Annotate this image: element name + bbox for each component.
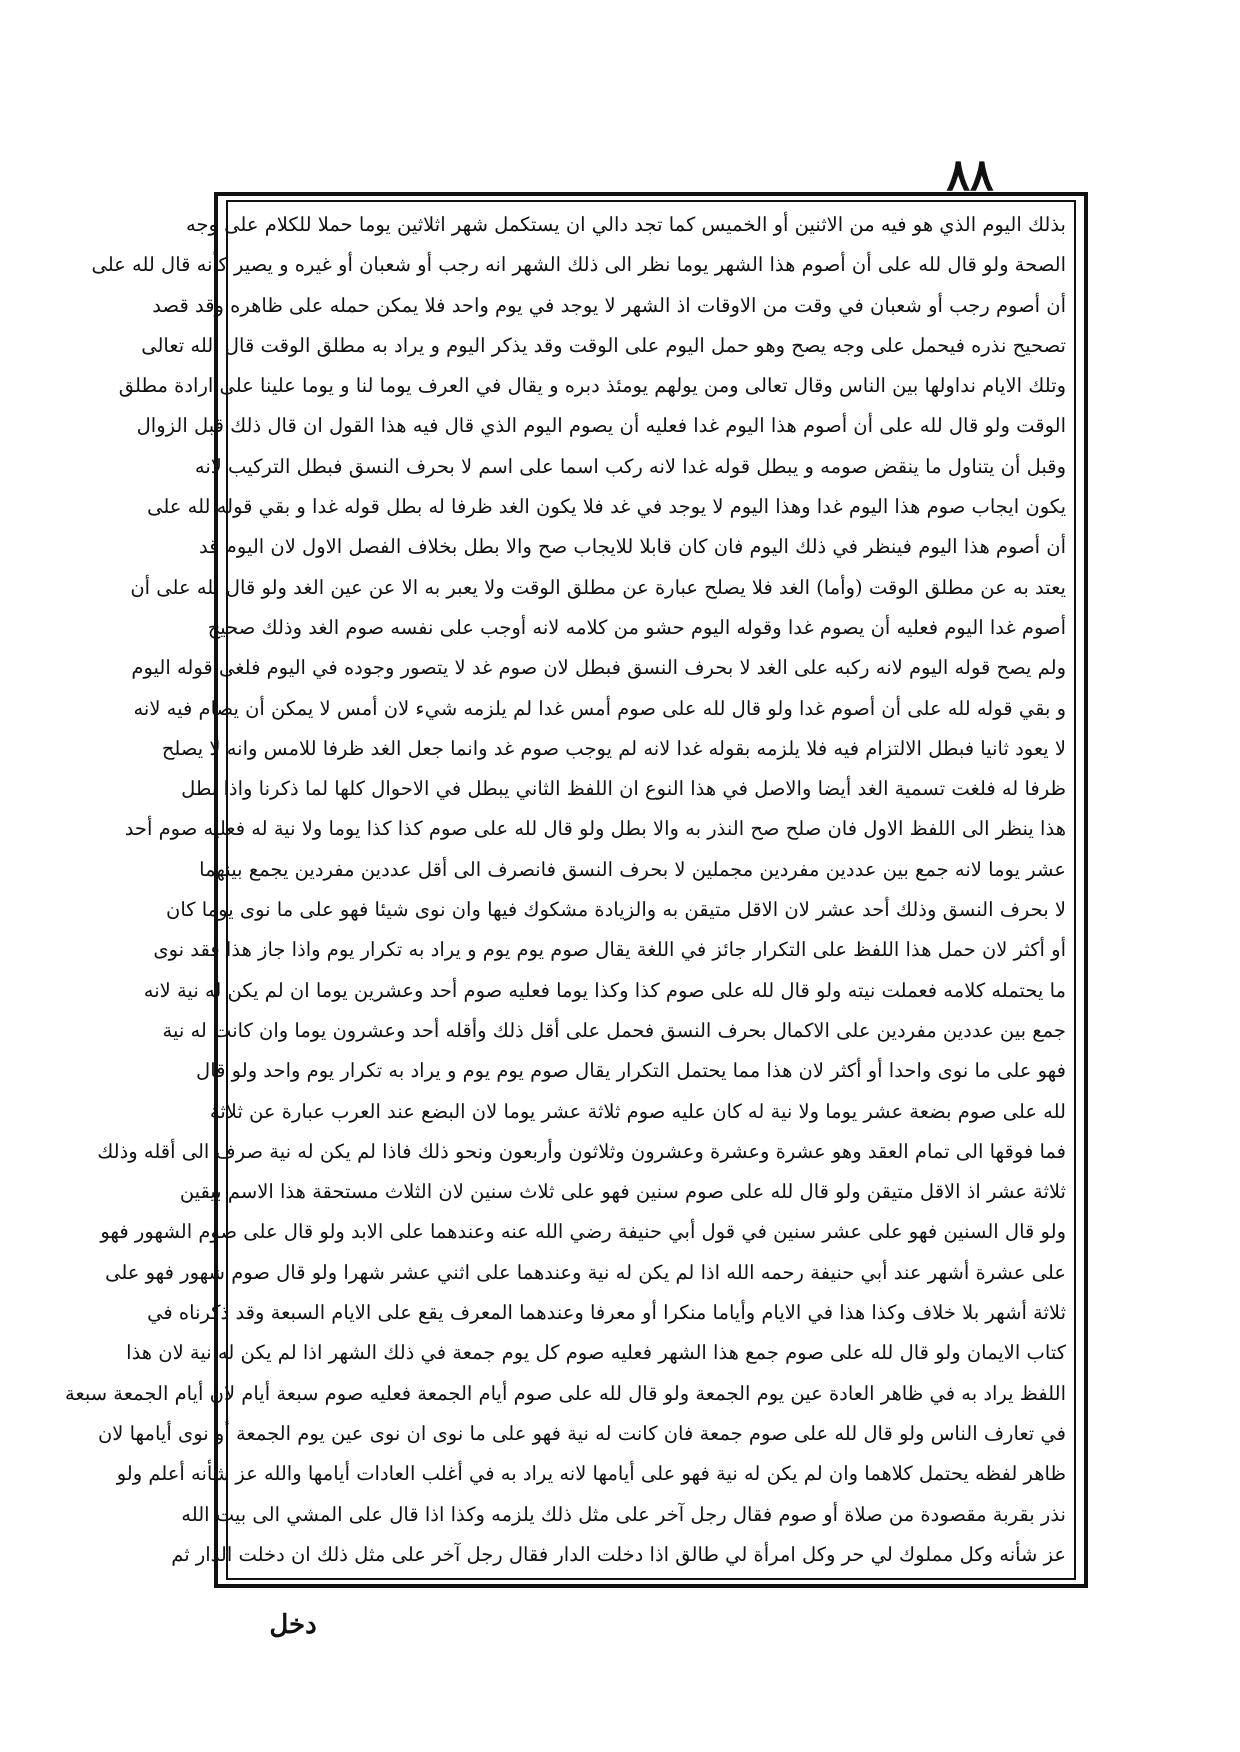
catchword: دخل (269, 1610, 317, 1640)
text-line: تصحيح نذره فيحمل على وجه يصح وهو حمل اليوم على الوقت وقد يذكر اليوم و يراد به مطلق الوقت قال الله تعالى (141, 333, 1066, 357)
text-line: ظرفا له فلغت تسمية الغد أيضا والاصل في هذا النوع ان اللفظ الثاني يبطل في الاحوال كلها لما ذكرنا واذا بطل (181, 777, 1066, 801)
text-line: لا يعود ثانيا فبطل الالتزام فيه فلا يلزمه بقوله غدا لانه لم يوجب صوم غد وانما جعل الغد ظرفا للامس وانه لا يصلح (161, 736, 1066, 760)
text-line: عشر يوما لانه جمع بين عددين مفردين مجملين لا بحرف النسق فانصرف الى أقل عددين مفردين يجمع بينهما (199, 857, 1066, 881)
text-line: جمع بين عددين مفردين على الاكمال بحرف النسق فحمل على أقل ذلك وأقله أحد وعشرون يوما وان كانت له نية (162, 1018, 1066, 1042)
main-text-block (65, 205, 1066, 1575)
text-line: ولو قال السنين فهو على عشر سنين في قول أبي حنيفة رضي الله عنه وعندهما على الابد ولو قال على صوم الشهور فهو (100, 1220, 1066, 1244)
text-line: ولم يصح قوله اليوم لانه ركبه على الغد لا بحرف النسق فبطل لان صوم غد لا يتصور وجوده في اليوم فلغى قوله اليوم (131, 656, 1066, 680)
text-line: عز شأنه وكل مملوك لي حر وكل امرأة لي طالق اذا دخلت الدار فقال رجل آخر على مثل ذلك ان دخلت الدار ثم (171, 1542, 1066, 1566)
text-line: أصوم غدا اليوم فعليه أن يصوم غدا وقوله اليوم حشو من كلامه لانه أوجب على نفسه صوم الغد وذلك صحيح (207, 615, 1066, 639)
text-line: و بقي قوله لله على أن أصوم غدا ولو قال لله على صوم أمس غدا لم يلزمه شيء لان أمس لا يمكن أن يصام فيه لانه (133, 696, 1066, 720)
text-line: فهو على ما نوى واحدا أو أكثر لان هذا مما يحتمل التكرار يقال صوم يوم يوم و يراد به تكرار يوم واحد ولو قال (196, 1059, 1066, 1083)
text-line: وتلك الايام نداولها بين الناس وقال تعالى ومن يولهم يومئذ دبره و يقال في العرف يوما لنا و يوما علينا على ارادة مطلق (118, 374, 1066, 398)
text-line: أن أصوم هذا اليوم فينظر في ذلك اليوم فان كان قابلا للايجاب صح والا بطل بخلاف الفصل الاول لان اليوم قد (199, 535, 1066, 559)
text-line: في تعارف الناس ولو قال لله على صوم جمعة فان كانت له نية فهو على ما نوى ان نوى عين يوم الجمعة أو نوى أيامها لان (97, 1421, 1066, 1445)
text-line: لا بحرف النسق وذلك أحد عشر لان الاقل متيقن به والزيادة مشكوك فيها وان نوى شيئا فهو على ما نوى يوما كان (166, 898, 1066, 922)
text-line: ثلاثة عشر اذ الاقل متيقن ولو قال لله على صوم سنين فهو على ثلاث سنين لان الثلاث مستحقة هذا الاسم بيقين (179, 1180, 1066, 1204)
text-line: يكون ايجاب صوم هذا اليوم غدا وهذا اليوم لا يوجد في غد فلا يكون الغد ظرفا له بطل قوله غدا و بقي قوله لله على (147, 495, 1066, 519)
text-line: بذلك اليوم الذي هو فيه من الاثنين أو الخميس كما تجد دالي ان يستكمل شهر اثلاثين يوما حملا للكلام على وجه (186, 213, 1066, 236)
text-line: فما فوقها الى تمام العقد وهو عشرة وعشرة وعشرون وثلاثون وأربعون ونحو ذلك فاذا لم يكن له نية صرف الى أقله وذلك (97, 1139, 1066, 1163)
text-line: نذر بقربة مقصودة من صلاة أو صوم فقال رجل آخر على مثل ذلك يلزمه وكذا اذا قال على المشي الى بيت الله (181, 1502, 1066, 1526)
text-line: اللفظ يراد به في ظاهر العادة عين يوم الجمعة ولو قال لله على صوم أيام الجمعة فعليه صوم سبعة أيام لان أيام الجمعة سبعة (65, 1381, 1066, 1405)
text-line: ثلاثة أشهر بلا خلاف وكذا هذا في الايام وأياما منكرا أو معرفا وعندهما المعرف يقع على الايام السبعة وقد ذكرناه في (147, 1301, 1066, 1325)
page-number: ٨٨ (946, 150, 994, 201)
text-line: هذا ينظر الى اللفظ الاول فان صلح صح النذر به والا بطل ولو قال لله على صوم كذا كذا يوما ولا نية له فعليه صوم أحد (124, 817, 1066, 841)
text-line: أن أصوم رجب أو شعبان في وقت من الاوقات اذ الشهر لا يوجد في يوم واحد فلا يمكن حمله على ظاهره وقد قصد (152, 293, 1066, 317)
text-line: يعتد به عن مطلق الوقت (وأما) الغد فلا يصلح عبارة عن مطلق الوقت ولا يعبر به الا عن عين الغد ولو قال لله على أن (130, 575, 1066, 599)
text-line: كتاب الايمان ولو قال لله على صوم جمع هذا الشهر فعليه صوم كل يوم جمعة في ذلك الشهر اذا لم يكن له نية لان هذا (126, 1341, 1066, 1365)
text-line: ما يحتمله كلامه فعملت نيته ولو قال لله على صوم كذا وكذا يوما فعليه صوم أحد وعشرين يوما ان لم يكن له نية لانه (143, 978, 1066, 1002)
text-line: وقبل أن يتناول ما ينقض صومه و يبطل قوله غدا لانه ركب اسما على اسم لا بحرف النسق فبطل التركيب لانه (194, 454, 1066, 478)
text-line: الصحة ولو قال لله على أن أصوم هذا الشهر يوما نظر الى ذلك الشهر انه رجب أو شعبان أو غيره و يصير كأنه قال لله على (91, 253, 1066, 277)
text-line: أو أكثر لان حمل هذا اللفظ على التكرار جائز في اللغة يقال صوم يوم يوم و يراد به تكرار يوم واذا جاز هذا فقد نوى (153, 938, 1066, 962)
text-line: على عشرة أشهر عند أبي حنيفة رحمه الله اذا لم يكن له نية وعندهما على اثني عشر شهرا ولو قال صوم شهور فهو على (105, 1260, 1066, 1284)
text-line: الوقت ولو قال لله على أن أصوم هذا اليوم غدا فعليه أن يصوم اليوم الذي قال فيه هذا القول ان قال ذلك قبل الزوال (136, 414, 1066, 438)
text-line: ظاهر لفظه يحتمل كلاهما وان لم يكن له نية فهو على أيامها لانه يراد به في أغلب العادات أيامها والله عز شأنه أعلم ولو (116, 1462, 1066, 1486)
text-line: لله على صوم بضعة عشر يوما ولا نية له كان عليه صوم ثلاثة عشر يوما لان البضع عند العرب عبارة عن ثلاثة (209, 1099, 1066, 1123)
